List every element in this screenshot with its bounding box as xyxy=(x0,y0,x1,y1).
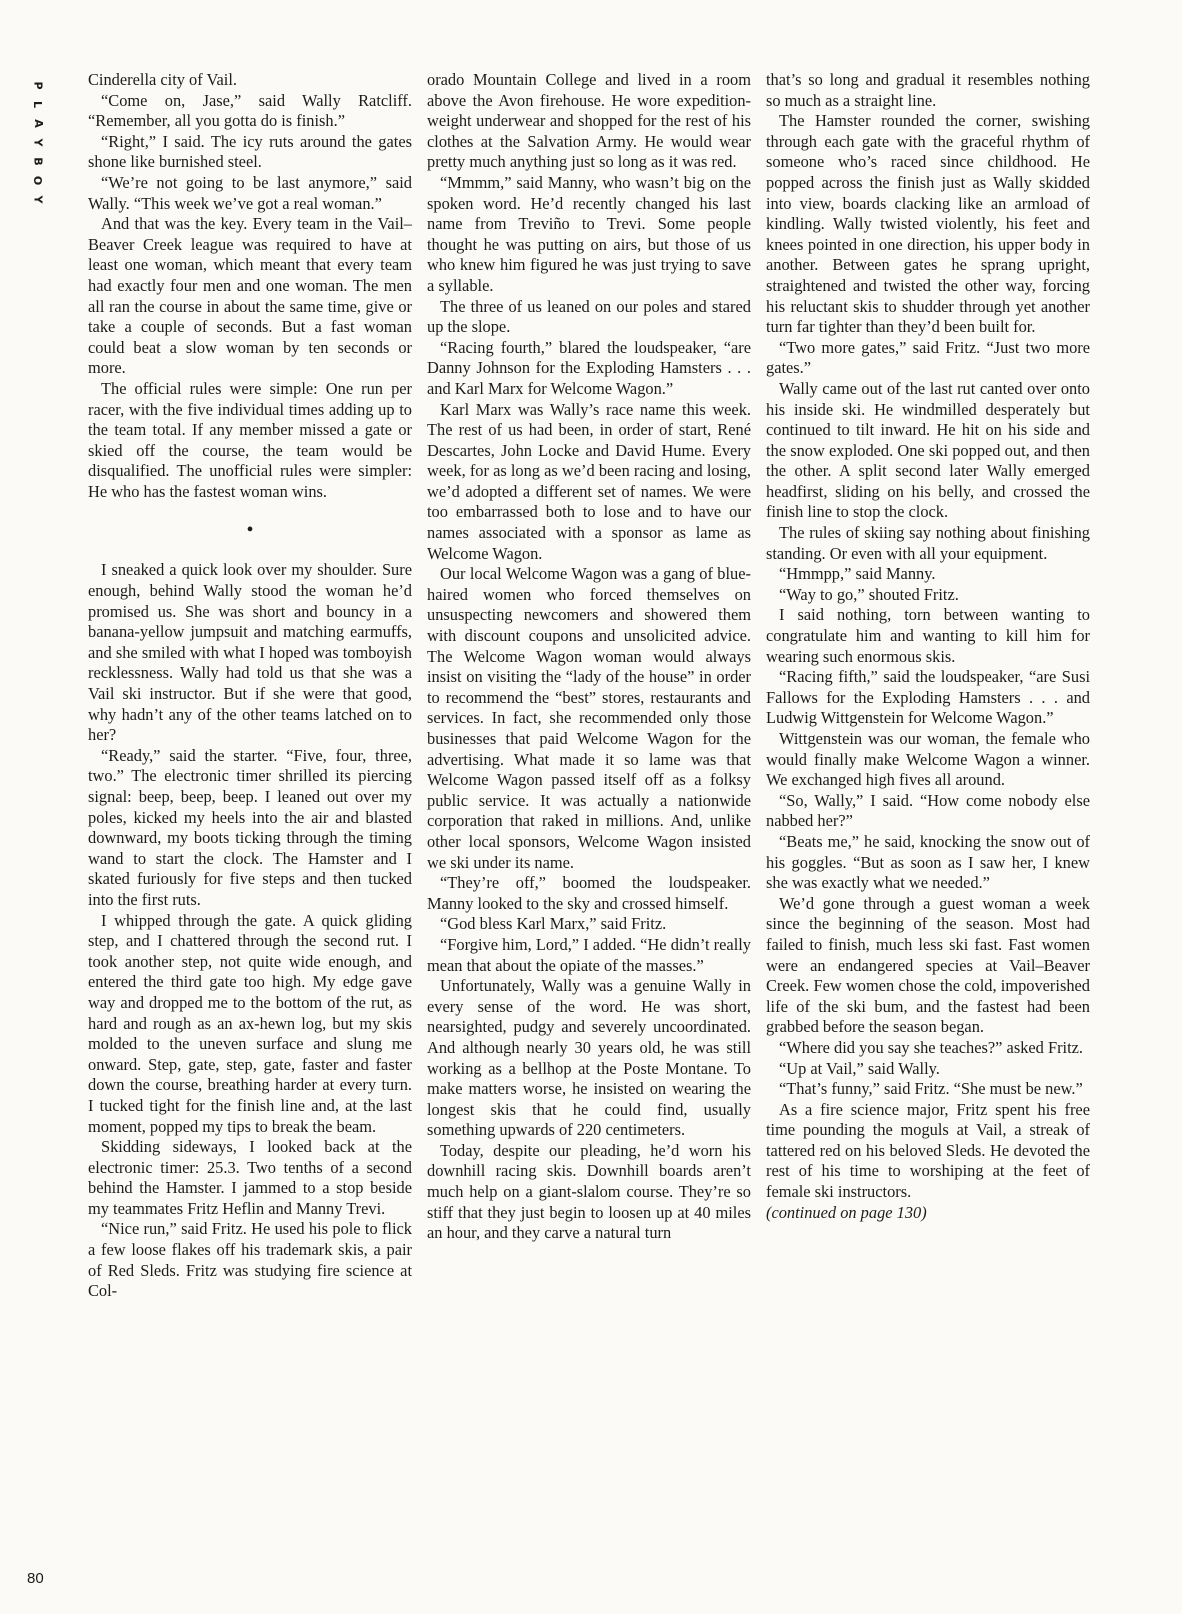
paragraph: “Forgive him, Lord,” I added. “He didn’t really mean that about the opiate of the masses.” xyxy=(427,934,751,975)
paragraph: “Beats me,” he said, knocking the snow out of his goggles. “But as soon as I saw her, I knew she was exactly what we needed.” xyxy=(766,831,1090,893)
paragraph: Karl Marx was Wally’s race name this week. The rest of us had been, in order of start, René Descartes, John Locke and David Hume. Every week, for as long as we’d been racing and losing, we’d adopted a different set of names. We were too embarrassed both to lose and to have our names associated with a sponsor as lame as Welcome Wagon. xyxy=(427,399,751,563)
paragraph: Wittgenstein was our woman, the female who would finally make Welcome Wagon a winner. We exchanged high fives all around. xyxy=(766,729,1090,790)
paragraph: I sneaked a quick look over my shoulder. Sure enough, behind Wally stood the woman he’d promised us. She was short and bouncy in a banana-yellow jumpsuit and matching earmuffs, and she smiled with what I hoped was tomboyish recklessness. Wally had told us that she was a Vail ski instructor. But if she were that good, why hadn’t any of the other teams latched on to her? xyxy=(88,560,412,745)
page-number: 80 xyxy=(27,1570,44,1587)
paragraph: Today, despite our pleading, he’d worn his downhill racing skis. Downhill boards aren’t much help on a giant-slalom course. They’re so stiff that they just begin to loosen up at 40 miles an hour, and they carve a natural turn xyxy=(427,1140,751,1243)
paragraph: “Nice run,” said Fritz. He used his pole to flick a few loose flakes off his trademark skis, a pair of Red Sleds. Fritz was studying fire science at Col- xyxy=(88,1219,412,1301)
section-separator: • xyxy=(246,519,254,542)
paragraph: “Come on, Jase,” said Wally Ratcliff. “Remember, all you gotta do is finish.” xyxy=(88,90,412,131)
paragraph: “Up at Vail,” said Wally. xyxy=(779,1058,940,1078)
paragraph: Cinderella city of Vail. xyxy=(88,70,237,89)
magazine-letter: L xyxy=(31,100,45,109)
paragraph: I said nothing, torn between wanting to congratulate him and wanting to kill him for wearing such enormous skis. xyxy=(766,605,1090,666)
magazine-letter: B xyxy=(31,157,45,166)
paragraph: “That’s funny,” said Fritz. “She must be new.” xyxy=(779,1079,1083,1099)
paragraph: Unfortunately, Wally was a genuine Wally in every sense of the word. He was short, nearsighted, pudgy and severely uncoordinated. And although nearly 30 years old, he was still working as a bellhop at the Poste Montane. To make matters worse, he insisted on wearing the longest skis that he could find, usually something upwards of 220 centimeters. xyxy=(427,976,751,1140)
paragraph: And that was the key. Every team in the Vail–Beaver Creek league was required to have at least one woman, which meant that every team had exactly four men and one woman. The men all ran the course in about the same time, give or take a couple of seconds. But a fast woman could beat a slow woman by ten seconds or more. xyxy=(88,214,412,378)
paragraph: Our local Welcome Wagon was a gang of blue-haired women who forced themselves on unsuspecting newcomers and showered them with discount coupons and unsolicited advice. The Welcome Wagon woman would always insist on visiting the “lady of the house” in order to recommend the “best” stores, restaurants and services. In fact, she recommended only those businesses that paid Welcome Wagon for the advertising. What made it so lame was that Welcome Wagon passed itself off as a folksy public service. It was actually a nationwide corporation that raked in millions. And, unlike other local sponsors, Welcome Wagon insisted we ski under its name. xyxy=(427,564,751,872)
magazine-letter: P xyxy=(31,81,45,90)
paragraph: that’s so long and gradual it resembles nothing so much as a straight line. xyxy=(766,70,1090,110)
paragraph: The three of us leaned on our poles and stared up the slope. xyxy=(427,296,751,337)
paragraph: “Hmmpp,” said Manny. xyxy=(779,564,936,584)
paragraph: “Racing fourth,” blared the loudspeaker, “are Danny Johnson for the Exploding Hamsters . . . and Karl Marx for Welcome Wagon.” xyxy=(427,337,751,398)
continued-note: (continued on page 130) xyxy=(766,1202,927,1222)
paragraph: orado Mountain College and lived in a room above the Avon firehouse. He wore expedition-weight underwear and shopped for the rest of his clothes at the Salvation Army. He would wear pretty much anything just so long as it was red. xyxy=(427,70,751,172)
magazine-letter: Y xyxy=(31,138,45,147)
paragraph: “Two more gates,” said Fritz. “Just two more gates.” xyxy=(766,337,1090,378)
magazine-letter: Y xyxy=(31,195,45,204)
paragraph: Skidding sideways, I looked back at the electronic timer: 25.3. Two tenths of a second behind the Hamster. I jammed to a stop beside my teammates Fritz Heflin and Manny Trevi. xyxy=(88,1137,412,1218)
magazine-letter: O xyxy=(31,175,45,186)
paragraph: “We’re not going to be last anymore,” said Wally. “This week we’ve got a real woman.” xyxy=(88,172,412,213)
paragraph: As a fire science major, Fritz spent his free time pounding the moguls at Vail, a streak of tattered red on his beloved Sleds. He devoted the rest of his time to worshiping at the feet of female ski instructors. xyxy=(766,1099,1090,1202)
paragraph: “Where did you say she teaches?” asked Fritz. xyxy=(779,1037,1084,1057)
text-column-1 xyxy=(88,70,412,1302)
paragraph: “Ready,” said the starter. “Five, four, three, two.” The electronic timer shrilled its piercing signal: beep, beep, beep. I leaned out over my poles, kicked my heels into the air and blasted downward, my boots ticking through the timing wand to start the clock. The Hamster and I skated furiously for five steps and then tucked into the first ruts. xyxy=(88,745,412,909)
magazine-name-vertical xyxy=(30,76,46,209)
paragraph: “Right,” I said. The icy ruts around the gates shone like burnished steel. xyxy=(88,131,412,172)
paragraph: Wally came out of the last rut canted over onto his inside ski. He windmilled desperately but continued to tilt inward. He hit on his side and the snow exploded. One ski popped out, and then the other. A split second later Wally emerged headfirst, sliding on his belly, and crossed the finish line to stop the clock. xyxy=(766,378,1090,522)
paragraph: The Hamster rounded the corner, swishing through each gate with the graceful rhythm of someone who’s raced since childhood. He popped across the finish just as Wally skidded into view, boards clacking like an armload of kindling. Wally twisted violently, his feet and knees pointed in one direction, his upper body in another. Between gates he sprang upright, straightened and twisted the other way, forcing his reluctant skis to shudder through yet another turn far tighter than they’d been built for. xyxy=(766,111,1090,337)
paragraph: I whipped through the gate. A quick gliding step, and I chattered through the second rut. I took another step, not quite wide enough, and entered the third gate too high. My edge gave way and dropped me to the bottom of the rut, as hard and rough as an ax-hewn log, but my skis molded to the uneven surface and slung me onward. Step, gate, step, gate, faster and faster down the course, breathing harder at every turn. I tucked tight for the finish line and, at the last moment, popped my tips to break the beam. xyxy=(88,910,412,1136)
paragraph: “Way to go,” shouted Fritz. xyxy=(779,584,959,604)
paragraph: “So, Wally,” I said. “How come nobody else nabbed her?” xyxy=(766,790,1090,831)
paragraph: “They’re off,” boomed the loudspeaker. Manny looked to the sky and crossed himself. xyxy=(427,873,751,913)
paragraph: “Mmmm,” said Manny, who wasn’t big on the spoken word. He’d recently changed his last name from Treviño to Trevi. Some people thought he was putting on airs, but those of us who knew him figured he was just trying to save a syllable. xyxy=(427,172,751,295)
paragraph: “God bless Karl Marx,” said Fritz. xyxy=(440,914,667,934)
paragraph: The rules of skiing say nothing about finishing standing. Or even with all your equipment. xyxy=(766,523,1090,563)
paragraph: The official rules were simple: One run per racer, with the five individual times adding up to the team total. If any member missed a gate or skied off the course, the team would be disqualified. The unofficial rules were simpler: He who has the fastest woman wins. xyxy=(88,378,412,501)
magazine-letter: A xyxy=(31,119,45,128)
paragraph: “Racing fifth,” said the loudspeaker, “are Susi Fallows for the Exploding Hamsters . . . and Ludwig Wittgenstein for Welcome Wagon.” xyxy=(766,667,1090,728)
text-column-3 xyxy=(766,70,1090,1223)
paragraph: We’d gone through a guest woman a week since the beginning of the season. Most had failed to finish, much less ski fast. Fast women were an endangered species at Vail–Beaver Creek. Few women chose the cold, impoverished life of the ski bum, and the fastest had been grabbed before the season began. xyxy=(766,893,1090,1037)
text-column-2 xyxy=(427,70,751,1244)
